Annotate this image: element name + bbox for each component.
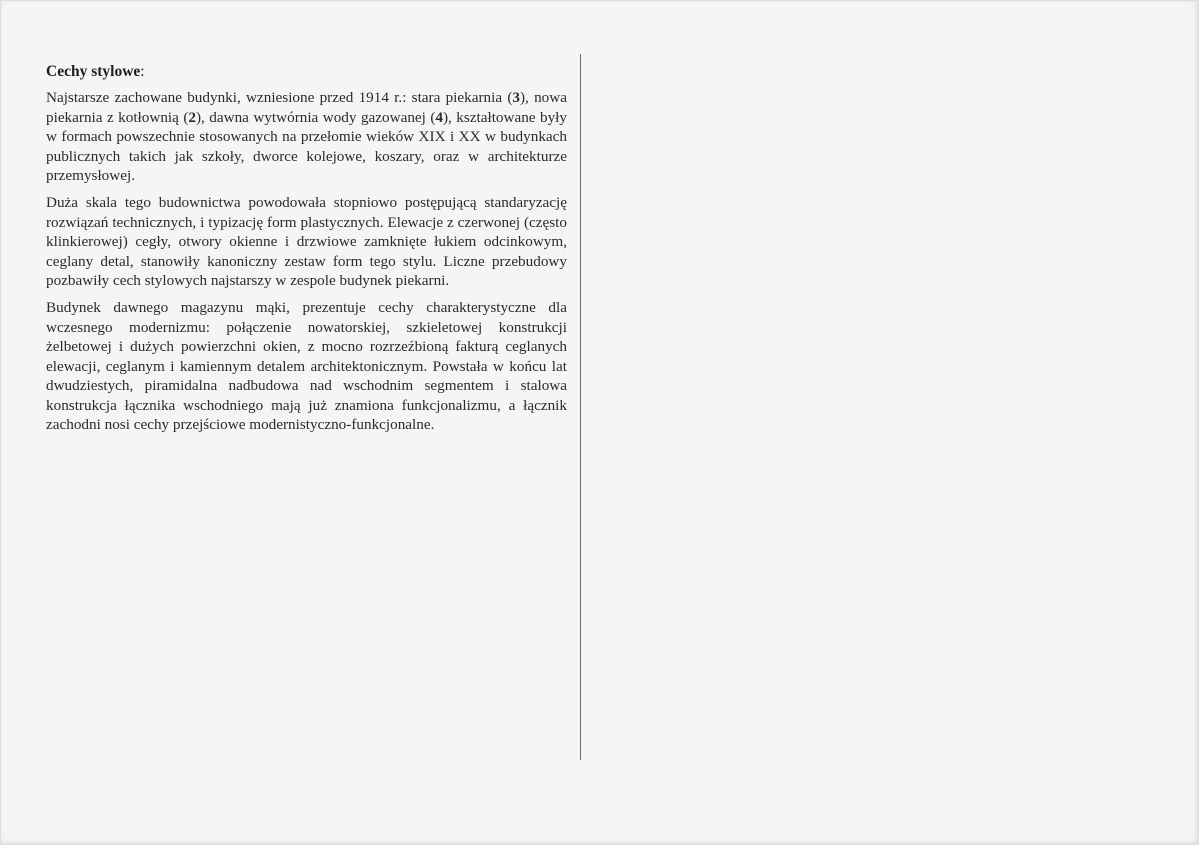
building-number-4: 4 [435,108,443,126]
paragraph-1 [46,88,567,185]
building-number-3: 3 [512,89,520,107]
paragraph-1-part-1: Najstarsze zachowane budynki, wzniesione przed 1914 r.: stara piekarnia ( [46,89,513,107]
section-heading [46,62,567,81]
text-column [46,62,567,442]
paragraph-1-part-3: ), dawna wytwórnia wody gazowanej ( [195,108,436,126]
column-divider [580,54,581,760]
paragraph-1-part-4: ), kształtowane były w formach powszechnie stosowanych na przełomie wieków XIX i XX w budynkach publicznych takich jak szkoły, dworce kolejowe, koszary, oraz w architekturze przemysłowej. [46,108,567,185]
section-heading-colon: : [140,63,145,80]
building-number-2: 2 [188,108,196,126]
paragraph-2: Duża skala tego budownictwa powodowała stopniowo postępującą standaryzację rozwiązań technicznych, i typizację form plastycznych. Elewacje z czerwonej (często klinkierowej) cegły, otwory okienne i drzwiowe zamknięte łukiem odcinkowym, ceglany detal, stanowiły kanoniczny zestaw form tego stylu. Liczne przebudowy pozbawiły cech stylowych najstarszy w zespole budynek piekarni. [46,194,567,290]
paragraph-1-part-2: ), nowa piekarnia z kotłownią ( [46,89,567,126]
paragraph-3: Budynek dawnego magazynu mąki, prezentuje cechy charakterystyczne dla wczesnego modernizmu: połączenie nowatorskiej, szkieletowej konstrukcji żelbetowej i dużych powierzchni okien, z mocno rozrzeźbioną fakturą ceglanych elewacji, ceglanym i kamiennym detalem architektonicznym. Powstała w końcu lat dwudziestych, piramidalna nadbudowa nad wschodnim segmentem i stalowa konstrukcja łącznika wschodniego mają już znamiona funkcjonalizmu, a łącznik zachodni nosi cechy przejściowe modernistyczno-funkcjonalne. [46,299,567,433]
section-heading-text: Cechy stylowe [46,63,141,80]
